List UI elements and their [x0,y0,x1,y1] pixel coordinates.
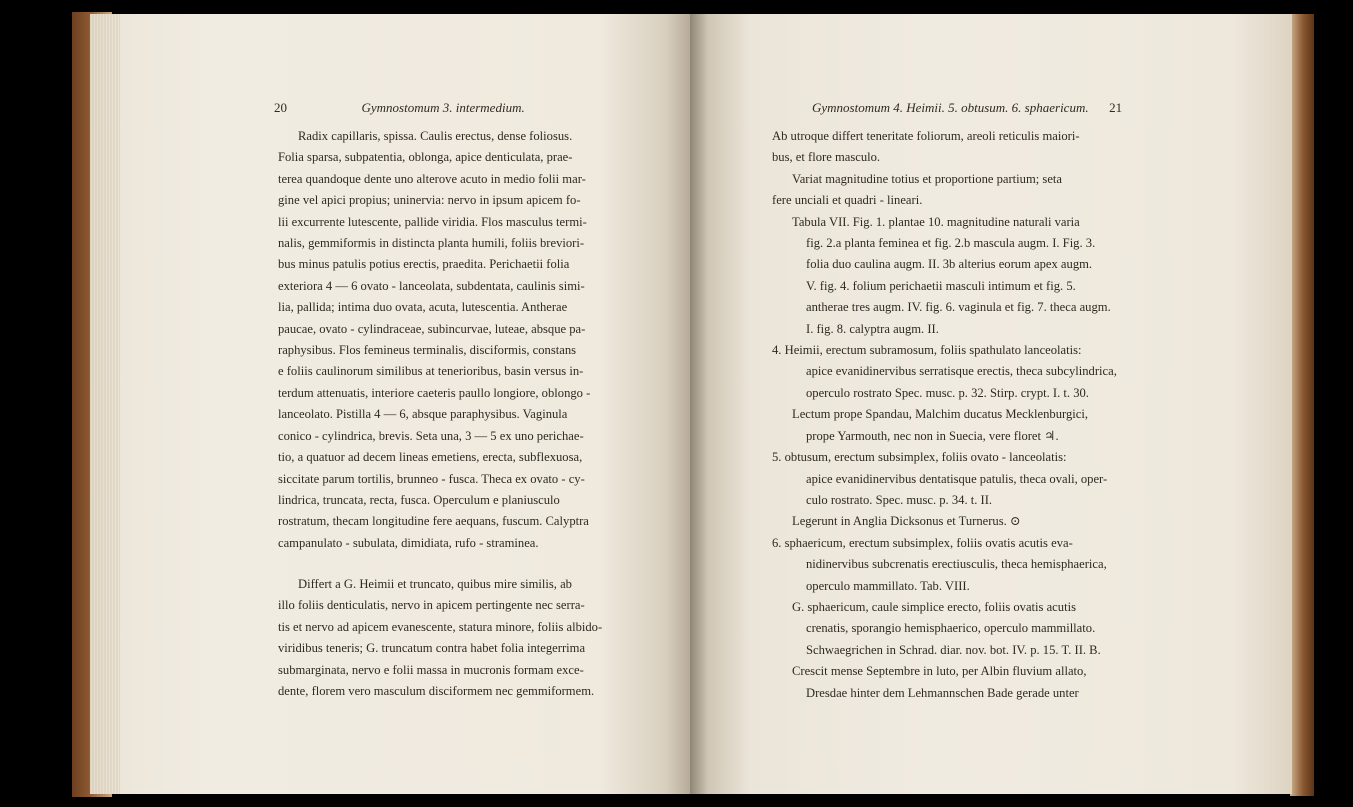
text-line: lanceolato. Pistilla 4 — 6, absque paraphysibus. Vaginula [278,407,568,422]
text-line: lii excurrente lutescente, pallide viridia. Flos masculus termi- [278,214,587,229]
text-line: Lectum prope Spandau, Malchim ducatus Mecklenburgici, [792,407,1088,422]
text-line: 4. Heimii, erectum subramosum, foliis spathulato lanceolatis: [772,343,1082,358]
text-line: Schwaegrichen in Schrad. diar. nov. bot. IV. p. 15. T. II. B. [806,642,1101,657]
text-line: paucae, ovato - cylindraceae, subincurvae, luteae, absque pa- [278,321,586,336]
right-running-head [812,100,1122,116]
text-line: folia duo caulina augm. II. 3b alterius eorum apex augm. [806,257,1093,272]
text-line: exteriora 4 — 6 ovato - lanceolata, subdentata, caulinis simi- [278,278,585,293]
text-line: V. fig. 4. folium perichaetii masculi intimum et fig. 5. [806,278,1076,293]
text-line: 6. sphaericum, erectum subsimplex, foliis ovatis acutis eva- [772,535,1073,550]
text-line: nidinervibus subcrenatis erectiusculis, theca hemisphaerica, [806,557,1107,572]
text-line: terea quandoque dente uno alterove acuto in medio folii mar- [278,171,586,186]
text-line: nalis, gemmiformis in distincta planta humili, foliis breviori- [278,236,585,251]
text-line: apice evanidinervibus serratisque erectis, theca subcylindrica, [806,364,1117,379]
text-line: Dresdae hinter dem Lehmannschen Bade gerade unter [806,685,1079,700]
text-line: tio, a quatuor ad decem lineas emetiens, erecta, subflexuosa, [278,450,583,465]
text-line: Folia sparsa, subpatentia, oblonga, apice denticulata, prae- [278,150,573,165]
text-line: Radix capillaris, spissa. Caulis erectus, dense foliosus. [298,129,573,143]
text-line: Variat magnitudine totius et proportione partium; seta [792,171,1063,186]
text-line: antherae tres augm. IV. fig. 6. vaginula et fig. 7. theca augm. [806,300,1111,315]
text-line: gine vel apici propius; uninervia: nervo in ipsum apicem fo- [278,193,581,208]
text-line: Crescit mense Septembre in luto, per Albin fluvium allato, [792,664,1087,679]
text-line: rostratum, thecam longitudine fere aequans, fuscum. Calyptra [278,514,589,529]
text-line: e foliis caulinorum similibus at tenerioribus, basin versus in- [278,364,584,379]
running-title: Gymnostomum 3. intermedium. [361,100,525,115]
text-line: Tabula VII. Fig. 1. plantae 10. magnitudine naturali varia [792,214,1080,229]
text-line: fere unciali et quadri - lineari. [772,193,923,208]
left-running-head [274,100,525,116]
text-line: conico - cylindrica, brevis. Seta una, 3 — 5 ex uno perichae- [278,428,584,443]
text-line: campanulato - subulata, dimidiata, rufo - straminea. [278,535,539,550]
left-paragraph-2 [278,574,602,702]
text-line: submarginata, nervo e folii massa in mucronis formam exce- [278,662,584,677]
text-line: culo rostrato. Spec. musc. p. 34. t. II. [806,492,993,507]
text-line: raphysibus. Flos femineus terminalis, disciformis, constans [278,343,577,358]
left-page [90,14,690,794]
text-line: bus minus patulis potius erectis, praedita. Perichaetii folia [278,257,570,272]
text-line: operculo rostrato Spec. musc. p. 32. Stirp. crypt. I. t. 30. [806,385,1089,400]
text-line: illo foliis denticulatis, nervo in apicem pertingente nec serra- [278,598,585,613]
text-line: apice evanidinervibus dentatisque patulis, theca ovali, oper- [806,471,1108,486]
page-edges [90,14,120,794]
text-line: Ab utroque differt teneritate foliorum, areoli reticulis maiori- [772,129,1080,143]
text-line: G. sphaericum, caule simplice erecto, foliis ovatis acutis [792,599,1076,614]
text-line: dente, florem vero masculum disciformem nec gemmiformem. [278,684,595,699]
text-line: Differt a G. Heimii et truncato, quibus mire similis, ab [298,577,572,591]
text-line: operculo mammillato. Tab. VIII. [806,578,970,593]
text-line: I. fig. 8. calyptra augm. II. [806,321,939,336]
text-line: fig. 2.a planta feminea et fig. 2.b mascula augm. I. Fig. 3. [806,236,1096,251]
text-line: prope Yarmouth, nec non in Suecia, vere floret ♃. [806,428,1059,443]
right-page [690,14,1292,794]
text-line: bus, et flore masculo. [772,150,881,165]
page-number: 21 [1109,100,1123,115]
text-line: lindrica, truncata, recta, fusca. Operculum e planiusculo [278,492,560,507]
text-line: lia, pallida; intima duo ovata, acuta, lutescentia. Antherae [278,300,568,315]
text-line: terdum attenuatis, interiore caeteris paullo longiore, oblongo - [278,385,591,400]
text-line: 5. obtusum, erectum subsimplex, foliis ovato - lanceolatis: [772,450,1067,465]
page-number: 20 [274,100,287,115]
right-text-block [772,126,1117,704]
text-line: siccitate parum tortilis, brunneo - fusca. Theca ex ovato - cy- [278,471,585,486]
running-title: Gymnostomum 4. Heimii. 5. obtusum. 6. sphaericum. [812,100,1089,115]
book-cover-right [1290,14,1314,796]
text-line: tis et nervo ad apicem evanescente, statura minore, foliis albido- [278,619,603,634]
text-line: Legerunt in Anglia Dicksonus et Turnerus. ⊙ [792,514,1021,529]
left-paragraph-1 [278,126,590,554]
text-line: crenatis, sporangio hemisphaerico, operculo mammillato. [806,621,1096,636]
text-line: viridibus teneris; G. truncatum contra habet folia integerrima [278,641,586,656]
